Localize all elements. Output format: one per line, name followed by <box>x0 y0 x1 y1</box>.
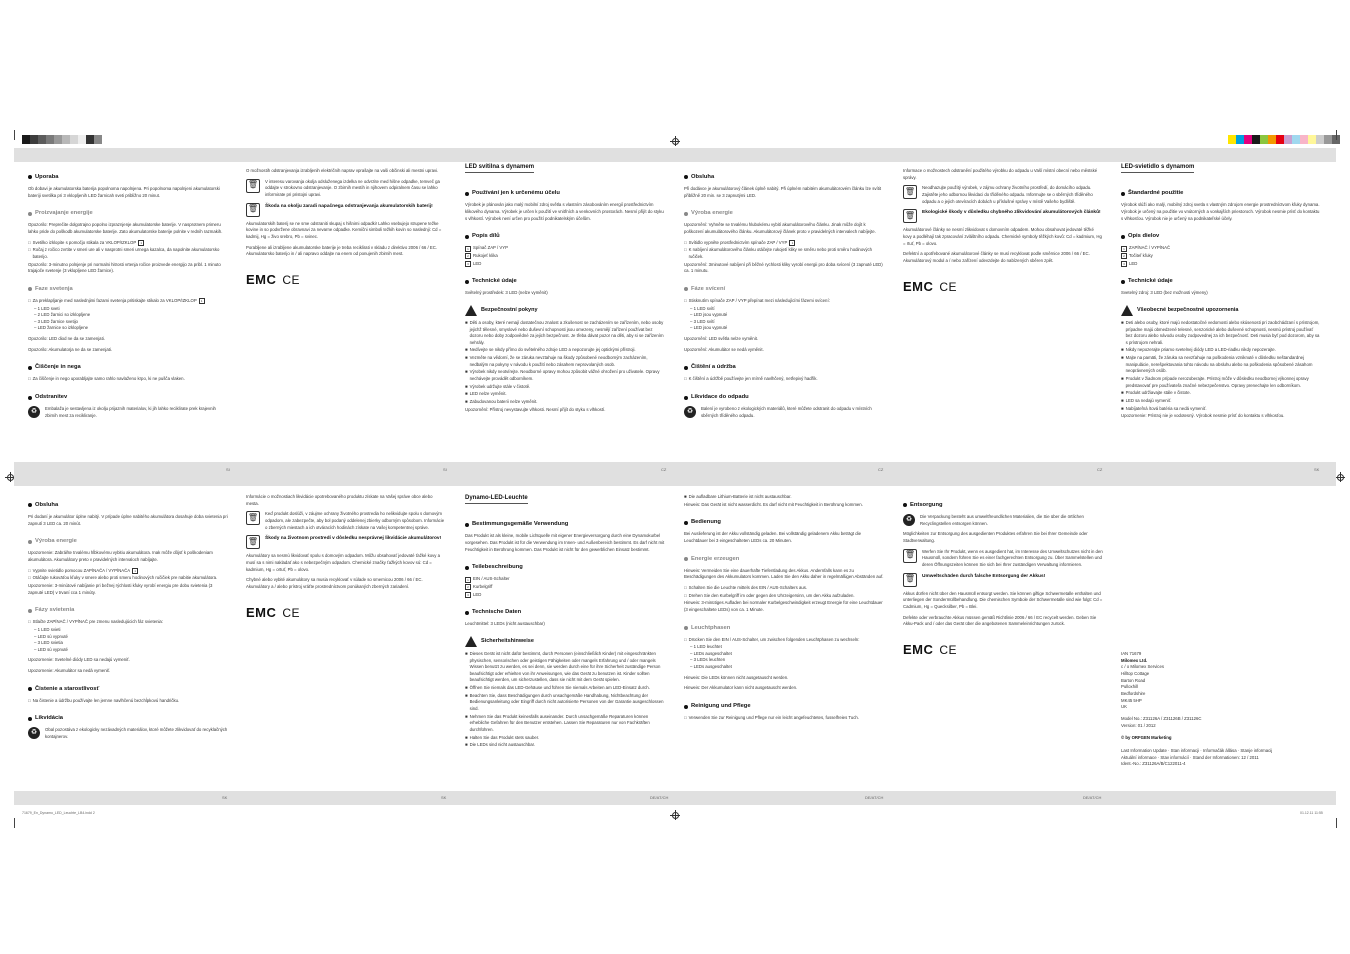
page-number: DE/AT/CH <box>865 795 884 800</box>
list-item: □ Drücken Sie den EIN / AUS-Schalter, um zwischen folgenden Leuchtphasen zu wechseln: <box>684 636 860 642</box>
heading: Čištění a údržba <box>684 363 884 372</box>
page-number: CZ <box>661 467 667 472</box>
safety-list: ■ Děti a osoby, které nemají dostatečnou znalost a zkušenost se zacházením se zařízením, nebo osoby jejichž tělesné, smyslové nebo duševní schopnosti jsou omezeny, nesmějí zařízení používat bez dozoru nebo doby zodpovědné za jejich bezpečnost. Je třeba dávat pozor na děti, aby si se zařízením nehrály. ■ Nedívejte se nikdy přímo do světelného zdroje LED a nepozorujte jej optickými přístroji. ■ Vezměte na vědomí, že se záruka nevztahuje na škody způsobené neodborným zacházením, nedbalým na pokyny v návodu k použití nebo zásahem neprovolaných osob. ■ Výrobek nikdy neotvírejte. Neodborné opravy mohou způsobit vážné ohrožení pro uživatele. Opravy nechávejte provádět odborníkem. ■ Výrobek udržujte stále v čistotě. ■ LED nelze vyměnit. ■ Zabudovanou baterii nelze vyměnit. <box>465 319 664 405</box>
list-item: Nedívejte se nikdy přímo do světelného zdroje LED a nepozorujte jej optickými přístroji. <box>469 347 636 353</box>
list-item: – 3 LED žarnice svetijo <box>34 318 78 324</box>
column-sl-2 <box>246 168 446 290</box>
registration-mark-icon <box>1335 472 1345 482</box>
version: Version: 01 / 2012 <box>1121 722 1156 728</box>
list-item: Produkt v žiadnom prípade nerozoberajte. Prístroj môže v dôsledku neodbornej výkonnej opravy predstavovať pre používateľa značné nebezpečenstvo. Opravy prenechajte len odborníkom. <box>1125 376 1309 388</box>
heading: Reinigung und Pflege <box>684 702 884 711</box>
crop-mark <box>1336 818 1337 828</box>
heading: Používání jen k určenému účelu <box>465 189 665 198</box>
list-item: Nikdy nepozerajte priamo svetelnej diódy LED a LED-riadku nikdy nepozerajte. <box>1125 347 1276 353</box>
list-item: LED <box>473 260 482 266</box>
paragraph: Upozornenie: 3-minútové nabíjanie pri bežnej rýchlosti kľuky vyrobí energiu pre dobu svietenia (3 zapnuté LED) v trvaní cca 1 minúty. <box>28 582 213 595</box>
paragraph: Upozornění: 3minutové nabíjení při běžné rychlosti kliky vyrobí energii pro doba svícení (3 zapnuté LED) ca. 1 minutu. <box>684 261 883 274</box>
paragraph: Das Produkt ist als kleine, mobile Lichtquelle mit eigener Energieversorgung durch eine Dynamokurbel vorgesehen. Das Produkt ist für die Verwendung im Innen- und Außenbereich bestimmt. Es darf nicht mit Feuchtigkeit in Berührung kommen. Das Produkt ist nicht für den gewerblichen Einsatz bestimmt. <box>465 533 665 552</box>
crop-mark <box>14 818 15 828</box>
emc-ce-mark: EMC CE <box>903 641 958 657</box>
list-item: □ Za preklapljanje med naslednjimi fazami svetenja pritiskajte stikalo za VKLOP/IZKLOP 1 <box>28 298 228 305</box>
column-de-2 <box>684 494 884 723</box>
paragraph: Bei Auslieferung ist der Akku vollständig geladen. Bei vollständig geladenem Akku beträgt die Leuchtdauer bei 3 eingeschalteten LEDs ca. 20 Minuten. <box>684 531 862 543</box>
paragraph: Upozornění: Akumulátor se nedá vyměnit. <box>684 346 764 352</box>
paragraph: O možnostih odstranjevanja izrabljenih električnih naprav vprašajte na vaši občinski ali mestni upravi. <box>246 168 439 173</box>
list-item: – 3 LED svítí <box>690 318 715 324</box>
footer-file: 71679_En_Dynamo_LED_Leuchte_LB4.indd 2 <box>22 811 95 815</box>
warning-heading: Všeobecné bezpečnostné upozornenia <box>1121 305 1321 316</box>
list-item: □ Svetilko izklopite s pomočjo stikala za VKLOP/IZKLOP 1 <box>28 240 228 247</box>
crossed-bin-icon: 🗑 <box>246 179 260 193</box>
heading: Technické údaje <box>465 277 665 286</box>
bin-row <box>246 179 446 199</box>
column-sk-3 <box>246 494 446 623</box>
heading: Obsluha <box>684 173 884 182</box>
paragraph: Hinweis: 3-minütiges Aufladen bei normaler Kurbelgeschwindigkeit erzeugt Energie für eine Leuchtdauer (3 eingeschaltete LEDs) von ca. 1 Minute. <box>684 600 883 612</box>
list-item: – LED žarnice so izklopljene <box>34 325 88 331</box>
list-item: LED nelze vyměnit. <box>469 391 507 397</box>
paragraph: Hinweis: Vermeiden Sie eine dauerhafte Tiefentladung des Akkus. Andernfalls kann es zu Beschädigungen des Akkumulators kommen. Laden Sie den Akku daher in regelmäßigen Abständen auf. <box>684 567 884 580</box>
recycle-icon: ♻ <box>684 406 696 418</box>
color-swatch <box>30 135 38 144</box>
list-item: □ Svítidlo vypněte prostřednictvím spínače ZAP / VYP 1 <box>684 240 884 247</box>
crop-mark <box>1336 130 1337 140</box>
color-swatch <box>86 135 94 144</box>
list-item: ■ Die aufladbare Lithium-Batterie ist nicht austauschbar. <box>684 494 792 499</box>
color-swatch <box>1260 135 1268 144</box>
paragraph: Die Verpackung besteht aus umweltfreundlichen Materialien, die Sie über die örtlichen Recyclingstellen entsorgen können. <box>920 513 1084 526</box>
list-item: – LED sú vypnuté <box>34 646 68 652</box>
list-item: – LEDs ausgeschaltet <box>690 664 732 670</box>
crossed-bin-icon: 🗑 <box>903 549 917 563</box>
heading: Opis dielov <box>1121 232 1321 241</box>
list-item: – 1 LED svieti <box>34 626 61 632</box>
list-item: Vezměte na vědomí, že se záruka nevztahuje na škody způsobené neodborným zacházením, nedbalým na pokyny v návodu k použití nebo zásahem neprovolaných osob. <box>469 355 648 367</box>
page-number: DE/AT/CH <box>1083 795 1102 800</box>
paragraph: Defektní a opotřebované akumulátorové články se musí recyklovat podle směrnice 2006 / 66 / EC. Akumulátorový modul a / nebo zařízení odevzdejte do nabízených sběren zpět. <box>903 251 1090 263</box>
paragraph: Ob dobavi je akumulatorska baterija popolnoma napolnjena. Pri popolnoma napolnjeni akumulatorski bateriji svetilka pri 3 vklopljenih LED žarnicah sveti približno 20 minut. <box>28 185 220 198</box>
column-imprint <box>1121 651 1321 768</box>
color-swatch <box>62 135 70 144</box>
heading: Odstranitev <box>28 393 228 402</box>
color-swatch <box>1300 135 1308 144</box>
bin-row <box>246 511 446 531</box>
paragraph: Keď produkt doslúži, v záujme ochrany životného prostredia ho nelikvidujte spolu s domovým odpadom, ale zabezpečte, aby bol podaný oddelenej zbierky odborným spôsobom. Informácie o zberných miestach a ich otváracích hodinách získate na Vašej kompetentnej správe. <box>265 511 445 530</box>
paragraph: Informace o možnostech odstranění použitého výrobku do odpadu u Vaší místní obecní nebo městské správy. <box>903 168 1098 180</box>
color-swatch <box>1324 135 1332 144</box>
recycle-row <box>28 406 228 419</box>
registration-mark-icon <box>670 136 680 146</box>
heading: Likvidace do odpadu <box>684 393 884 402</box>
warning-heading: Sicherheitshinweise <box>465 636 665 647</box>
page-title: LED svítilna s dynamem <box>465 163 534 173</box>
paragraph: Upozornění: Vyhněte se trvalému hlubokému vybití akumulátorového článku. Jinak může dojít k poškození akumulátorového článku. Akumulátorový článek proto v pravidelných intervalech nabíjejte. <box>684 222 876 234</box>
bin-row <box>903 185 1103 205</box>
paragraph: Akumulatorskih baterij se ne sme odstraniti skupaj s hišnimi odpadki! Lahko vsebujejo strupene težke kovine in so podvržene obravnavi za nevarne odpadke. Kemični simboli težkih kovin so naslednji: Cd = kadmij, Hg = živo srebro, Pb = svinec. <box>246 220 442 239</box>
column-de-1 <box>465 494 665 750</box>
page-number: SI <box>226 467 230 472</box>
list-item: Děti a osoby, které nemají dostatečnou znalost a zkušenost se zacházením se zařízením, nebo osoby jejichž tělesné, smyslové nebo duševní schopnosti jsou omezeny, nesmějí zařízení používat bez dozoru nebo doby zodpovědné za jejich bezpečnost. Je třeba dávat pozor na děti, aby si se zařízením nehrály. <box>469 319 664 345</box>
page-number: CZ <box>878 467 884 472</box>
list-item: □ Na čistenie a údržbu používajte len jemne navlhčenú bezchĺpkovú handričku. <box>28 697 180 703</box>
color-swatch <box>22 135 30 144</box>
page-number: SI <box>443 467 447 472</box>
heading: Faze svetenja <box>28 285 228 294</box>
list-item: – 3 LED svietia <box>34 640 63 646</box>
color-swatch <box>94 135 102 144</box>
safety-list: ■ Deti alebo osoby, ktoré majú nedostatočné vedomosti alebo skúsenosti pri zaobchádzaní s prístrojom, prípadne majú obmedzené telesné, senzorické alebo duševné schopnosti, nesmú prístroj používať bez dozoru alebo návodu osoby zodpovednej za ich bezpečnosť. Deti musia byť pod dozorom, aby sa s prístrojom nehrali. ■ Nikdy nepozerajte priamo svetelnej diódy LED a LED-riadku nikdy nepozerajte. ■ Majte na pamäti, že záruka sa nevzťahuje na poškodenia vzniknuté v dôsledku neštandardnej manipulácie, nerešpektovania tohto návodu na obsluhu alebo na poškodenia spôsobené zásahom neoprávnených osôb. ■ Produkt v žiadnom prípade nerozoberajte. Prístroj môže v dôsledku neodbornej výkonnej opravy predstavovať pre používateľa značné nebezpečenstvo. Opravy prenechajte len odborníkom. ■ Produkt udržiavajte stále v čistote. ■ LED sa nedajú vymeniť. ■ Nabíjateľná /tová batéria sa nedá vymeniť. <box>1121 319 1320 411</box>
bottom-band <box>14 791 1336 805</box>
heading: Popis dílů <box>465 232 665 241</box>
list-item: – 1 LED svítí <box>690 305 715 311</box>
color-swatch <box>78 135 86 144</box>
crossed-bin-icon: 🗑 <box>903 185 917 199</box>
paragraph: Upozornění: Přístroj nevystavujte vlhkosti. Nesmí přijít do styku s vlhkostí. <box>465 406 606 412</box>
footer-date: 01.12.11 11:55 <box>1300 811 1323 815</box>
paragraph: Upozornění: LED světla nelze vyměnit. <box>684 336 759 342</box>
heading: Čistenie a starostlivosť <box>28 685 228 694</box>
paragraph: Porabljene ali izrabljene akumulatorske baterije je treba reciklirati v skladu z direktivo 2006 / 66 / EC. Akumulatorsko baterijo in / ali napravo oddajte na enem od ponujenih zbirnih mest. <box>246 244 438 257</box>
crossed-bin-icon: 🗑 <box>246 203 260 217</box>
paragraph: Upozornenie: Zabráňte trvalému hĺbkovému vybitiu akumulátora. Inak môže dôjsť k poškodeniam akumulátora. Akumulátory preto v pravidelných intervaloch nabíjajte. <box>28 550 213 562</box>
warning-title: Ekologické škody v důsledku chybného zlikvidování akumulátorových článků! <box>922 210 1101 216</box>
list-item: □ K čištění a údržbě používejte jen mírně navlhčený, netřepivý hadřík. <box>684 376 818 382</box>
list-item: – LED sú vypnuté <box>34 633 68 639</box>
address-line: Hilltop Cottage <box>1121 670 1150 676</box>
emc-ce-mark: EMC CE <box>246 271 301 287</box>
heading: Teilebeschreibung <box>465 563 665 572</box>
paragraph: Akumulátorové články se nesmí zlikvidovat s domovním odpadem. Mohou obsahovat jedovaté těžké kovy a podléhají tak zpracování zvláštního odpadu. Chemické symboly těžkých kovů: Cd = kadmium, Hg = rtuť, Pb = olovo. <box>903 227 1102 246</box>
color-bar-right <box>1228 135 1340 144</box>
warning-row <box>903 209 1103 223</box>
list-item: Deti alebo osoby, ktoré majú nedostatočné vedomosti alebo skúsenosti pri zaobchádzaní s prístrojom, prípadne majú obmedzené telesné, senzorické alebo duševné schopnosti, nesmú prístroj používať bez dozoru alebo návodu osoby zodpovednej za ich bezpečnosť. Deti musia byť pod dozorom, aby sa s prístrojom nehrali. <box>1125 319 1320 345</box>
color-swatch <box>1236 135 1244 144</box>
list-item: ZAPÍNAČ / VYPÍNAČ <box>1129 245 1171 251</box>
column-de-3 <box>903 491 1103 660</box>
list-item: Spínač ZAP / VYP <box>473 245 509 251</box>
paragraph: Defekte oder verbrauchte Akkus müssen gemäß Richtlinie 2006 / 66 / EC recycelt werden. Geben Sie Akku-Pack und / oder das Gerät über die angebotenen Sammeleinrichtungen zurück. <box>903 614 1097 627</box>
list-item: LED sa nedajú vymeniť. <box>1125 398 1172 404</box>
page-number: SK <box>441 795 447 800</box>
page-number: DE/AT/CH <box>650 795 669 800</box>
address-line: Barton Road <box>1121 677 1146 683</box>
heading: Technische Daten <box>465 608 665 617</box>
paragraph: Chybné alebo vybité akumulátory sa musia recyklovať v súlade so smernicou 2006 / 66 / EC. Akumulátory a / alebo prístroj vráťte prostredníctvom ponúkaných zberných zariadení. <box>246 577 423 589</box>
list-item: Beachten Sie, dass Beschädigungen durch unsachgemäße Handhabung, Nichtbeachtung der Bedienungsanleitung oder Eingriff durch nicht autorisierte Personen von der Garantie ausgeschlossen sind. <box>469 692 664 712</box>
paragraph: Pri dodaní je akumulátor úplne nabitý. V prípade úplne nabitého akumulátora dosahuje doba svietenia pri zapnutí 3 LED ca. 20 minút. <box>28 513 228 526</box>
list-item: Halten Sie das Produkt stets sauber. <box>469 734 540 740</box>
list-item: Nehmen Sie das Produkt keinesfalls auseinander. Durch unsachgemäße Reparaturen können erhebliche Gefahren für den Benutzer entstehen. Lassen Sie Reparaturen nur von Fachkräften durchführen. <box>469 713 650 733</box>
paragraph: Upozornenie: Akumulátor sa nedá vymeniť. <box>28 668 111 674</box>
list-item: □ Stisknutím spínače ZAP / VYP přepínat mezi následujícími fázemi svícení: <box>684 297 830 303</box>
warning-row <box>903 573 1103 587</box>
heading: Štandardné použitie <box>1121 189 1321 198</box>
crossed-bin-icon: 🗑 <box>903 209 917 223</box>
paragraph: Upozornenie: Svetelné diódy LED sa nedajú vymeniť. <box>28 657 130 663</box>
list-item: – LED jsou vypnuté <box>690 312 728 318</box>
heading: Likvidácia <box>28 714 228 723</box>
list-item: □ Verwenden Sie zur Reinigung und Pflege nur ein leicht angefeuchtetes, fusselfreies Tuch. <box>684 715 859 721</box>
paragraph: Obal pozostáva z ekologicky nezávadných materiálov, ktoré môžete zlikvidovať do recyklačných kontajnerov. <box>45 727 228 740</box>
recycle-icon: ♻ <box>28 727 40 739</box>
column-sk-1 <box>1121 163 1321 424</box>
paragraph: Výrobok slúži ako malý, mobilný zdroj svetla s vlastným zdrojom energie prostredníctvom kľuky dynama. Výrobok je určený na použitie vo vnútorných a vonkajších priestoroch. Výrobok nesmie prísť do kontaktu s vlhkosťou. Výrobok nie je určený na podnikateľské účely. <box>1121 202 1320 221</box>
heading: Energie erzeugen <box>684 555 884 564</box>
paragraph: Opozorilo: Preprečite dolgotrajno popolno izpraznjenje akumulatorske baterije. V nasprotnem primeru lahko pride do poškodb akumulatorske baterije. Zato akumulatorske baterije polnite v rednih razmakih. <box>28 222 223 234</box>
list-item: Nabíjateľná /tová batéria sa nedá vymeniť. <box>1125 405 1207 411</box>
paragraph: Opozorilo: LED diod ne da se zamenjati. <box>28 336 105 342</box>
list-item: □ Drehen Sie den Kurbelgriff im oder gegen den Uhrzeigersinn, um den Akku aufzuladen. <box>684 592 855 598</box>
emc-ce-mark: EMC CE <box>903 278 958 294</box>
info-line: Ident.-No.: Z31126A/B/C122011-4 <box>1121 761 1186 767</box>
list-item: Produkt udržiavajte stále v čistote. <box>1125 390 1191 396</box>
list-item: Dieses Gerät ist nicht dafür bestimmt, durch Personen (einschließlich Kinder) mit eingeschränkten physischen, sensorischen oder geistigen Fähigkeiten oder mangels Erfahrung und / oder mangels Wissen benutzt zu werden, es sei denn, sie werden durch eine für ihre Sicherheit zuständige Person beaufsichtigt oder erhielten von ihr Anweisungen, wie das Gerät zu benutzen ist. Kinder sollten beaufsichtigt werden, um sicherzustellen, dass sie nicht mit dem Gerät spielen. <box>469 650 661 683</box>
info-line: Aktuální informace · Stav informácií · Stand der Informationen: 12 / 2011 <box>1121 754 1259 760</box>
color-swatch <box>1268 135 1276 144</box>
paragraph: Balení je vyrobeno z ekologických materiálů, které můžete odstranit do odpadu v místních sběrných tříděného odpadu. <box>701 406 872 418</box>
emc-ce-mark: EMC CE <box>246 604 301 620</box>
column-cz-3 <box>903 168 1103 297</box>
list-item: – LED jsou vypnuté <box>690 325 728 331</box>
page-title: Dynamo-LED-Leuchte <box>465 494 528 504</box>
copyright: © by ORFGEN Marketing <box>1121 735 1172 741</box>
middle-band <box>14 462 1336 486</box>
bin-row <box>903 549 1103 569</box>
heading: Bestimmungsgemäße Verwendung <box>465 520 665 529</box>
crossed-bin-icon: 🗑 <box>903 573 917 587</box>
phase-list <box>690 644 884 671</box>
parts-list: 1 Spínač ZAP / VYP 2 Rukojeť klika 3 LED <box>465 245 665 267</box>
list-item: Öffnen Sie niemals das LED-Gehäuse und führen Sie niemals Arbeiten am LED-Einsatz durch. <box>469 685 650 691</box>
list-item: Die LEDs sind nicht austauschbar. <box>469 742 536 748</box>
warning-row <box>246 535 446 549</box>
paragraph: Embalaža je sestavljena iz okolju prijaznih materialov, ki jih lahko reciklirate prek krajevnih zbirnih mest za recikliranje. <box>45 406 216 418</box>
phase-list <box>34 306 228 333</box>
color-swatch <box>54 135 62 144</box>
address-line: MK45 5HP <box>1121 697 1142 703</box>
list-item: □ Za čiščenje in nego uporabljajte samo rahlo navlaženo krpo, ki ne pušča vlaken. <box>28 376 185 382</box>
list-item: – LEDs ausgeschaltet <box>690 650 732 656</box>
crop-mark <box>14 130 15 140</box>
heading: Entsorgung <box>903 501 1103 510</box>
list-item: – 2 LED žarnici so izklopljene <box>34 312 91 318</box>
warning-icon <box>1121 305 1133 316</box>
paragraph: Informácie o možnostiach likvidácie opotrebovaného produktu získate na Vašej správe obce alebo mesta. <box>246 494 433 506</box>
warning-icon <box>465 636 477 647</box>
warning-title: Škoda na okolju zaradi napačnega odstranjevanja akumulatorskih baterij! <box>265 203 433 209</box>
list-item: Výrobek udržujte stále v čistotě. <box>469 383 531 389</box>
heading: Fáze svícení <box>684 285 884 294</box>
address-line: c / o Milomex Services <box>1121 664 1164 670</box>
list-item: – 1 LED leuchtet <box>690 644 722 650</box>
list-item: Výrobek nikdy neotvírejte. Neodborné opravy mohou způsobit vážné ohrožení pro uživatele. Opravy nechávejte provádět odborníkem. <box>469 369 660 382</box>
recycle-row <box>684 406 884 419</box>
recycle-icon: ♻ <box>28 406 40 418</box>
paragraph: Světelný prostředek: 3 LED (nelze vyměnit) <box>465 290 548 296</box>
heading: Bedienung <box>684 518 884 527</box>
paragraph: Akkus dürfen nicht über den Hausmüll entsorgt werden. Sie können giftige Schwermetalle enthalten und unterliegen der Sondermüllbehandlung. Die chemischen Symbole der Schwermetalle sind wie folgt: Cd = Cadmium, Hg = Quecksilber, Pb = Blei. <box>903 590 1103 609</box>
list-item: □ Vypnite svietidlo pomocou ZAPÍNAČA / VYPÍNAČA 1 <box>28 568 228 575</box>
heading: Leuchtphasen <box>684 624 884 633</box>
paragraph: V interesu varovanja okolja odsluženega izdelka ne odvrzite med hišne odpadke, temveč ga oddajte v strokovno odstranjevanje. O zbirnih mestih in njihovem odpiralnem času se lahko informirate pri pristojni upravi. <box>265 178 440 197</box>
heading: Fázy svietenia <box>28 606 228 615</box>
model-number: Model No.: Z31126A / Z31126B / Z31126C <box>1121 715 1202 721</box>
paragraph: Opozorilo: 3-minutno polnjenje pri normalni hitrosti vrtenja ročice proizvede energijo za pribl. 1 minuto trajajoče svetenje (3 vklopljene LED žarnice). <box>28 261 221 274</box>
page-number: SK <box>1314 467 1320 472</box>
page-number: SK <box>222 795 228 800</box>
crossed-bin-icon: 🗑 <box>246 535 260 549</box>
page-number: CZ <box>1097 467 1103 472</box>
list-item: Majte na pamäti, že záruka sa nevzťahuje na poškodenia vzniknuté v dôsledku neštandardnej manipulácie, nerešpektovania tohto návodu na obsluhu alebo na poškodenia spôsobené zásahom neoprávnených osôb. <box>1125 355 1313 374</box>
registration-mark-icon <box>670 810 680 820</box>
paragraph: Výrobek je plánován jako malý mobilní zdroj světla s vlastním zásobováním energií prostřednictvím klikového dynama. Výrobek je určen k použití ve vnitřních a venkovních prostorách. Nesmí přijít do styku s vlhkostí. Výrobek není určen pro použití podnikatelským účelům. <box>465 202 664 221</box>
color-swatch <box>1292 135 1300 144</box>
parts-list: 1 EIN / AUS-Schalter 2 Kurbelgriff 3 LED <box>465 576 665 598</box>
list-item: Rukojeť klika <box>473 252 498 258</box>
color-swatch <box>1244 135 1252 144</box>
phase-list <box>34 627 228 654</box>
color-swatch <box>1316 135 1324 144</box>
list-item: □ K nabíjení akumulátorového článku otáčejte rukojetí kliky ve směru nebo proti směru hodinových ručiček. <box>684 247 873 259</box>
crossed-bin-icon: 🗑 <box>246 511 260 525</box>
warning-icon <box>465 305 477 316</box>
heading: Obsluha <box>28 501 228 510</box>
color-swatch <box>46 135 54 144</box>
warning-heading: Bezpečnostní pokyny <box>465 305 665 316</box>
paragraph: Hinweis: Das Gerät ist nicht wasserdicht. Es darf nicht mit Feuchtigkeit in Berührung kommen. <box>684 501 863 507</box>
recycle-icon: ♻ <box>903 514 915 526</box>
paragraph: Akumulátory sa nesmú likvidovať spolu s domovým odpadom. Môžu obsahovať jedovaté ťažké kovy a musí sa s nimi nakladať ako s nebezpečným odpadom. Chemické značky ťažkých kovov sú: Cd = kadmium, Hg = ortuť, Pb = olovo. <box>246 553 440 572</box>
heading: Výroba energie <box>28 537 228 546</box>
list-item: LED <box>473 591 482 597</box>
color-swatch <box>1228 135 1236 144</box>
paragraph: Möglichkeiten zur Entsorgung des ausgedienten Produktes erfahren Sie bei Ihrer Gemeinde oder Stadtverwaltung. <box>903 531 1088 543</box>
list-item: Točiteľ kľuky <box>1129 252 1153 258</box>
warning-title: Umweltschäden durch falsche Entsorgung der Akkus! <box>922 573 1046 579</box>
heading: Čiščenje in nega <box>28 363 228 372</box>
header-band <box>14 148 1336 162</box>
company-name: Milomex Ltd. <box>1121 657 1148 663</box>
list-item: Zabudovanou baterii nelze vyměnit. <box>469 399 538 405</box>
color-swatch <box>38 135 46 144</box>
address-line: UK <box>1121 704 1127 710</box>
warning-row <box>246 203 446 217</box>
warning-title: Škody na životnom prostredí v dôsledku nesprávnej likvidácie akumulátorov! <box>265 536 442 542</box>
column-sk-2 <box>28 491 228 745</box>
heading: Proizvajanje energije <box>28 209 228 218</box>
column-cz-1 <box>465 163 665 417</box>
ian-number: IAN 71679 <box>1121 651 1142 656</box>
color-swatch <box>1284 135 1292 144</box>
heading: Uporaba <box>28 173 228 182</box>
safety-list: ■ Dieses Gerät ist nicht dafür bestimmt, durch Personen (einschließlich Kinder) mit eingeschränkten physischen, sensorischen oder geistigen Fähigkeiten oder mangels Erfahrung und / oder mangels Wissen benutzt zu werden, es sei denn, sie werden durch eine für ihre Sicherheit zuständige Person beaufsichtigt oder erhielten von ihr Anweisungen, wie das Gerät zu benutzen ist. Kinder sollten beaufsichtigt werden, um sicherzustellen, dass sie nicht mit dem Gerät spielen. ■ Öffnen Sie niemals das LED-Gehäuse und führen Sie niemals Arbeiten am LED-Einsatz durch. ■ Beachten Sie, dass Beschädigungen durch unsachgemäße Handhabung, Nichtbeachtung der Bedienungsanleitung oder Eingriff durch nicht autorisierte Personen von der Garantie ausgeschlossen sind. ■ Nehmen Sie das Produkt keinesfalls auseinander. Durch unsachgemäße Reparaturen können erhebliche Gefahren für den Benutzer entstehen. Lassen Sie Reparaturen nur von Fachkräften durchführen. ■ Halten Sie das Produkt stets sauber. ■ Die LEDs sind nicht austauschbar. <box>465 650 664 748</box>
paragraph: Opozorilo: Akumulatorja ne da se zamenjati. <box>28 346 113 352</box>
heading: Výroba energie <box>684 209 884 218</box>
list-item: – 1 LED sveti <box>34 305 60 311</box>
list-item: □ Stlačte ZAPÍNAČ / VYPÍNAČ pre zmenu nasledujúcich fáz svietenia: <box>28 619 164 625</box>
paragraph: Hinweis: Die LEDs können nicht ausgetauscht werden. <box>684 674 789 680</box>
parts-list: 1 ZAPÍNAČ / VYPÍNAČ 2 Točiteľ kľuky 3 LED <box>1121 245 1321 267</box>
color-swatch <box>70 135 78 144</box>
paragraph: Upozornenie: Prístroj nie je vodotesný. Výrobok nesmie prísť do kontaktu s vlhkosťou. <box>1121 413 1285 419</box>
column-sl-1 <box>28 163 228 423</box>
color-swatch <box>1308 135 1316 144</box>
list-item: Kurbelgriff <box>473 583 493 589</box>
phase-list <box>690 306 884 333</box>
list-item: □ Schalten Sie die Leuchte mittels des EIN / AUS-Schalters aus. <box>684 584 808 590</box>
paragraph: Při dodávce je akumulátorový článek úplně nabitý. Při úplném nabitém akumulátorovém článku lze svítit přibližně 20 min. se 3 zapnutými LED. <box>684 185 882 198</box>
list-item: □ Otáčajte rukoväťou kľuky v smere alebo proti smeru hodinových ručičiek pre nabitie akumulátora. <box>28 575 218 581</box>
paragraph: Hinweis: Der Akkumulator kann nicht ausgetauscht werden. <box>684 685 798 691</box>
list-item: – 3 LEDs leuchten <box>690 657 726 663</box>
address-line: Pulloxhill <box>1121 684 1138 690</box>
recycle-row <box>28 727 228 740</box>
page-title: LED-svietidlo s dynamom <box>1121 163 1194 173</box>
color-bar-left <box>22 135 102 144</box>
paragraph: Svetelný zdroj: 3 LED (bez možnosti výmeny) <box>1121 290 1208 296</box>
color-swatch <box>1276 135 1284 144</box>
info-line: Last Information Update · Stan informacji · Informačák állása · Stanje informacij <box>1121 747 1273 753</box>
list-item: EIN / AUS-Schalter <box>473 576 510 582</box>
address-line: Bedfordshire <box>1121 690 1146 696</box>
list-item: □ Ročaj z ročico zvrtite v smeri ure ali v nasprotni smeri urnega kazalca, da napolnite akumulatorsko baterijo. <box>28 247 220 259</box>
color-swatch <box>1252 135 1260 144</box>
paragraph: Neodhazujte použitý výrobek, v zájmu ochrany životního prostředí, do domácího odpadu. Zajistěte jeho odbornou likvidaci do tříděného odpadu. Informujte se o sběrných tříděného odpadu a o jejich otevíracích dobách u příslušné správy v místě Vašeho bydliště. <box>922 185 1093 204</box>
recycle-row <box>903 514 1103 527</box>
paragraph: Leuchtmittel: 3 LEDs (nicht austauschbar) <box>465 621 545 627</box>
heading: Technické údaje <box>1121 277 1321 286</box>
column-cz-2 <box>684 163 884 423</box>
list-item: LED <box>1129 260 1138 266</box>
paragraph: Werfen Sie Ihr Produkt, wenn es ausgedient hat, im Interesse des Umweltschutzes nicht in den Hausmüll, sondern führen Sie es einer fachgerechten Entsorgung zu. Über Sammelstellen und deren Öffnungszeiten können Sie sich bei Ihrer zuständigen Verwaltung informieren. <box>922 548 1103 567</box>
